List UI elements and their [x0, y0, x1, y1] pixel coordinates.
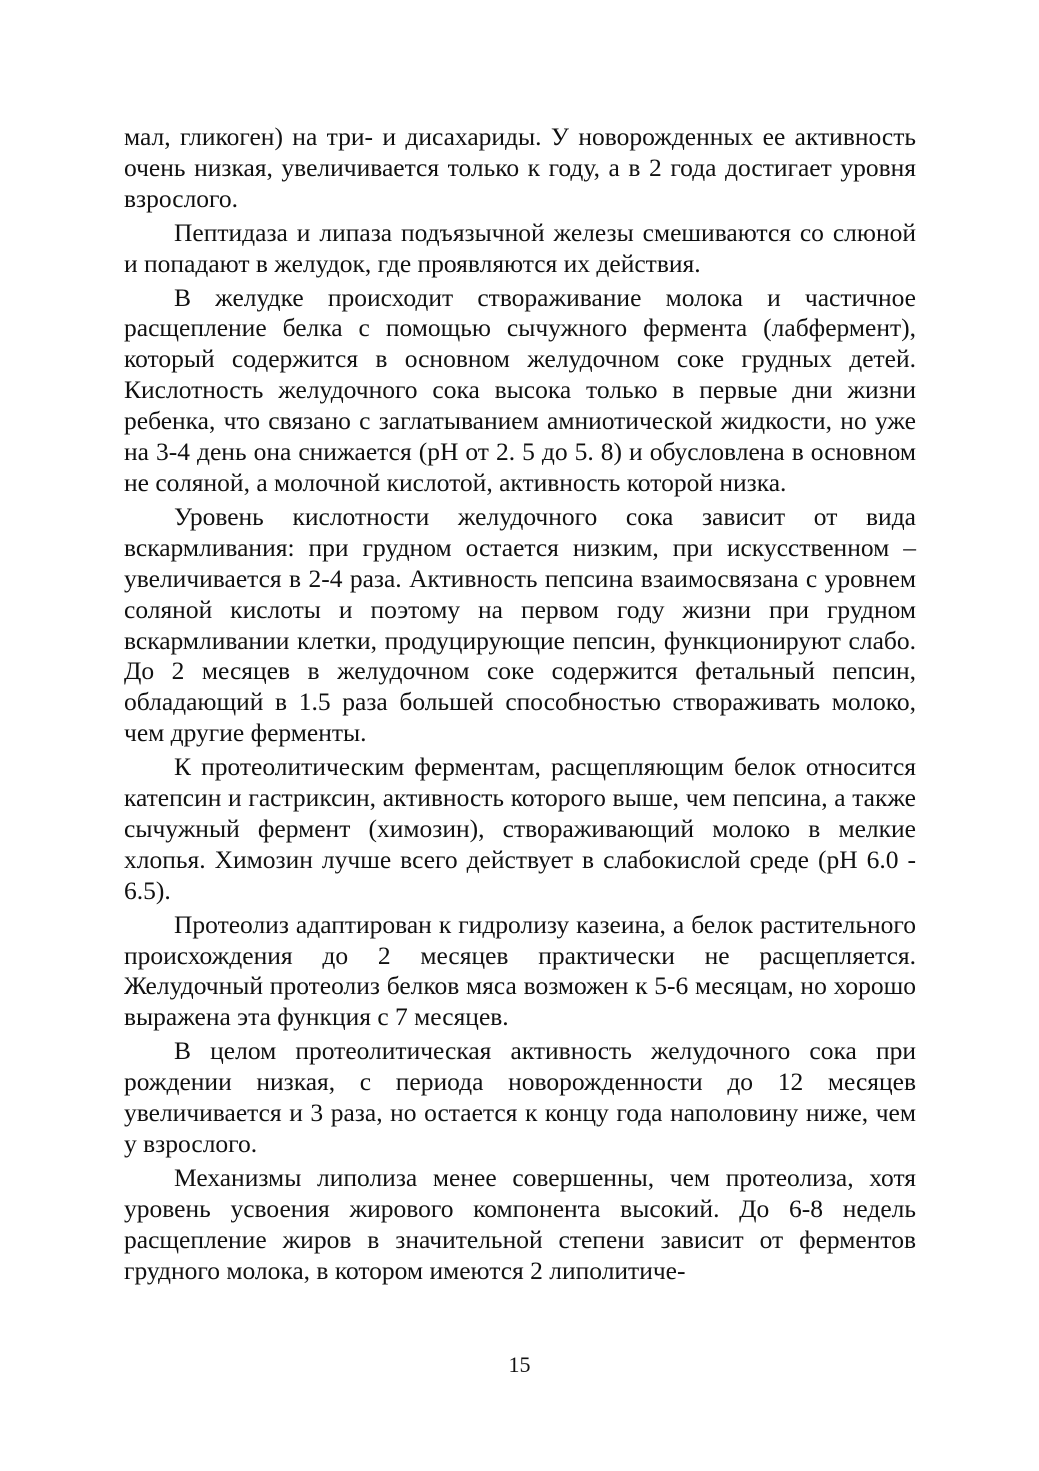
paragraph-5: К протеолитическим ферментам, расщепляющим белок относится катепсин и гастриксин, активность которого выше, чем пепсина, а также сычужный фермент (химозин), створаживающий молоко в мелкие хлопья. Химозин лучше всего действует в слабокислой среде (рН 6.0 - 6.5).	[124, 752, 916, 905]
paragraph-3: В желудке происходит створаживание молока и частичное расщепление белка с помощью сычужного фермента (лабфермент), который содержится в основном желудочном соке грудных детей. Кислотность желудочного сока высока только в первые дни жизни ребенка, что связано с заглатыванием амниотической жидкости, но уже на 3-4 день она снижается (рН от 2. 5 до 5. 8) и обусловлена в основном не соляной, а молочной кислотой, активность которой низка.	[124, 282, 916, 497]
paragraph-1: мал, гликоген) на три- и дисахариды. У новорожденных ее активность очень низкая, увеличивается только к году, а в 2 года достигает уровня взрослого.	[124, 122, 916, 213]
paragraph-7: В целом протеолитическая активность желудочного сока при рождении низкая, с периода новорожденности до 12 месяцев увеличивается и 3 раза, но остается к концу года наполовину ниже, чем у взрослого.	[124, 1036, 916, 1158]
paragraph-6: Протеолиз адаптирован к гидролизу казеина, а белок растительного происхождения до 2 месяцев практически не расщепляется. Желудочный протеолиз белков мяса возможен к 5-6 месяцам, но хорошо выражена эта функция с 7 месяцев.	[124, 909, 916, 1032]
page-number: 15	[508, 1352, 531, 1377]
paragraph-2: Пептидаза и липаза подъязычной железы смешиваются со слюной и попадают в желудок, где проявляются их действия.	[124, 217, 916, 278]
paragraph-8: Механизмы липолиза менее совершенны, чем протеолиза, хотя уровень усвоения жирового компонента высокий. До 6-8 недель расщепление жиров в значительной степени зависит от ферментов грудного молока, в котором имеются 2 липолитиче-	[124, 1162, 916, 1285]
body-text	[124, 122, 916, 1290]
paragraph-4: Уровень кислотности желудочного сока зависит от вида вскармливания: при грудном остается низким, при искусственном – увеличивается в 2-4 раза. Активность пепсина взаимосвязана с уровнем соляной кислоты и поэтому на первом году жизни при грудном вскармливании клетки, продуцирующие пепсин, функционируют слабо. До 2 месяцев в желудочном соке содержится фетальный пепсин, обладающий в 1.5 раза большей способностью створаживать молоко, чем другие ферменты.	[124, 501, 916, 748]
